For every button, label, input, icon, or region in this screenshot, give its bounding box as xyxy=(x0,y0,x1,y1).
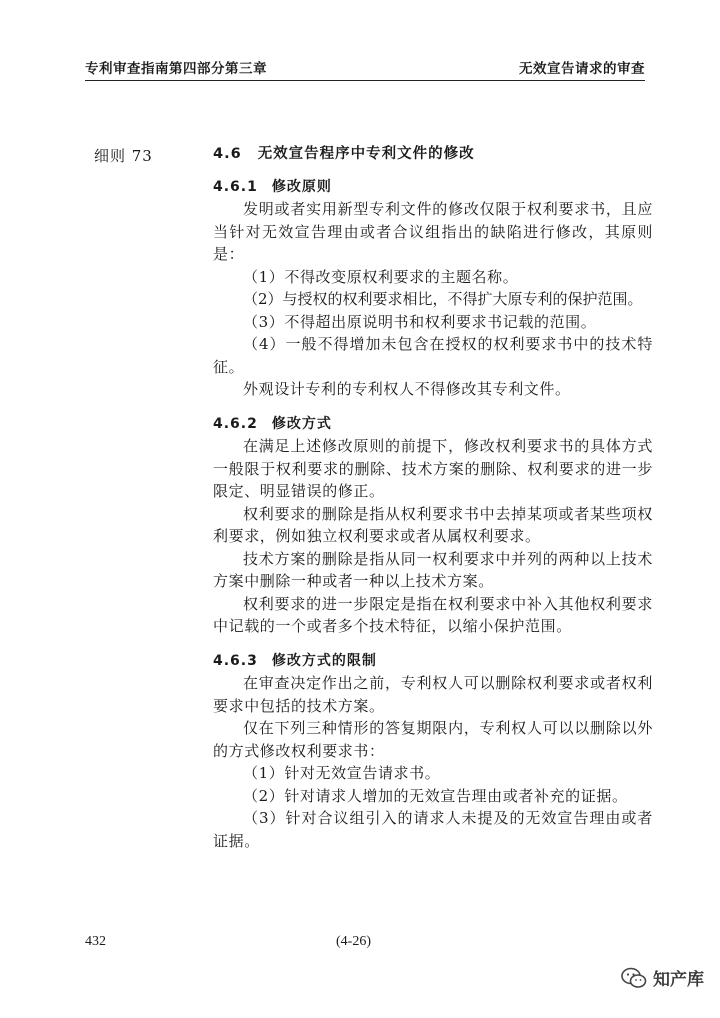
paragraph: 仅在下列三种情形的答复期限内，专利权人可以以删除以外的方式修改权利要求书： xyxy=(213,719,653,760)
header-right: 无效宣告请求的审查 xyxy=(519,61,645,77)
paragraph: 外观设计专利的专利权人不得修改其专利文件。 xyxy=(243,380,571,398)
watermark-text: 知产库 xyxy=(653,970,704,990)
paragraph: 在满足上述修改原则的前提下，修改权利要求书的具体方式一般限于权利要求的删除、技术方案的删除、权利要求的进一步限定、明显错误的修正。 xyxy=(213,437,653,500)
list-item: （2）针对请求人增加的无效宣告理由或者补充的证据。 xyxy=(243,786,628,805)
subsection-heading: 4.6.2 修改方式 xyxy=(213,415,332,432)
paragraph: 权利要求的进一步限定是指在权利要求中补入其他权利要求中记载的一个或者多个技术特征，以缩小保护范围。 xyxy=(213,594,653,635)
subsection-4-6-2 xyxy=(213,413,653,638)
list-item: （1）针对无效宣告请求书。 xyxy=(243,764,441,782)
running-header xyxy=(85,57,645,77)
subsection-4-6-3 xyxy=(213,650,653,853)
paragraph: 技术方案的删除是指从同一权利要求中并列的两种以上技术方案中删除一种或者一种以上技术方案。 xyxy=(213,549,653,590)
watermark xyxy=(621,965,704,990)
list-item: （4）一般不得增加未包含在授权的权利要求书中的技术特征。 xyxy=(213,335,653,376)
wechat-icon xyxy=(621,967,647,989)
section-number: 4.6 xyxy=(213,146,242,162)
section-page-number: (4-26) xyxy=(336,934,371,949)
margin-rule-reference: 细则 73 xyxy=(94,147,153,165)
main-content xyxy=(213,143,653,852)
paragraph: 权利要求的删除是指从权利要求书中去掉某项或者某些项权利要求，例如独立权利要求或者从属权利要求。 xyxy=(213,504,653,545)
list-item: （1）不得改变原权利要求的主题名称。 xyxy=(243,267,519,286)
list-item: （3）针对合议组引入的请求人未提及的无效宣告理由或者证据。 xyxy=(213,809,653,850)
subsection-heading: 4.6.1 修改原则 xyxy=(213,178,332,195)
section-heading xyxy=(213,143,653,166)
list-item: （3）不得超出原说明书和权利要求书记载的范围。 xyxy=(243,312,597,331)
subsection-4-6-1 xyxy=(213,176,653,401)
paragraph: 在审查决定作出之前，专利权人可以删除权利要求或者权利要求中包括的技术方案。 xyxy=(213,674,653,715)
header-left: 专利审查指南第四部分第三章 xyxy=(85,61,267,77)
header-rule xyxy=(85,80,645,81)
section-title: 无效宣告程序中专利文件的修改 xyxy=(257,146,475,162)
list-item: （2）与授权的权利要求相比，不得扩大原专利的保护范围。 xyxy=(243,290,643,308)
subsection-heading: 4.6.3 修改方式的限制 xyxy=(213,652,377,669)
page-number: 432 xyxy=(85,934,106,949)
paragraph: 发明或者实用新型专利文件的修改仅限于权利要求书，且应当针对无效宣告理由或者合议组指出的缺陷进行修改，其原则是： xyxy=(213,200,653,263)
